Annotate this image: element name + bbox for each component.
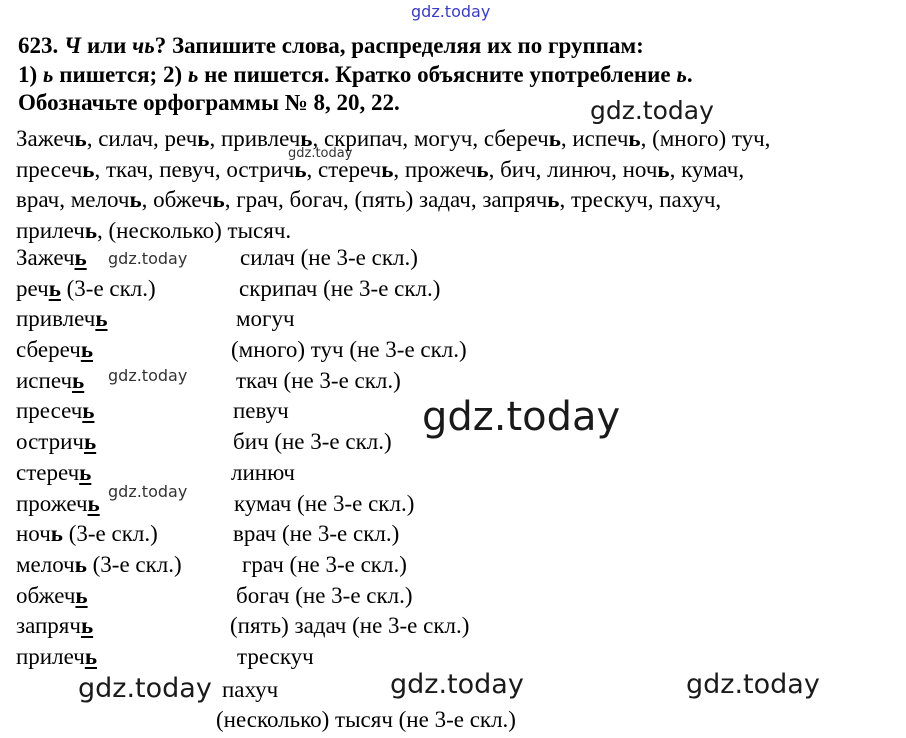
- no-soft-sign-word-row: кумач (не 3-е скл.): [234, 490, 415, 516]
- word-text: , прожеч: [393, 156, 477, 182]
- task-line-1: [18, 32, 898, 61]
- soft-sign: ь: [547, 187, 560, 212]
- task-group-1-text: пишется; 2): [59, 61, 183, 87]
- word-text: , испеч: [560, 126, 629, 151]
- task-soft-sign: ь: [676, 61, 687, 87]
- word-text: , скрипач, могуч, сбереч: [312, 126, 549, 151]
- no-soft-sign-word-row: грач (не 3-е скл.): [242, 551, 407, 577]
- no-soft-sign-word-row: (много) туч (не 3-е скл.): [231, 337, 467, 363]
- soft-sign: ь: [50, 521, 63, 547]
- soft-sign: ь: [79, 459, 92, 485]
- task-letter-ch: Ч: [64, 33, 82, 58]
- no-soft-sign-word-row: могуч: [236, 306, 295, 332]
- word-text: , ткач, певуч, острич: [94, 156, 295, 182]
- no-soft-sign-word-row: богач (не 3-е скл.): [236, 582, 413, 608]
- task-soft-sign: ь: [187, 61, 199, 87]
- group-without-soft-sign: [230, 243, 469, 673]
- soft-sign: ь: [84, 429, 97, 455]
- soft-sign: ь: [80, 337, 93, 363]
- word-text: пресеч: [16, 156, 83, 182]
- task-group-2-text: не пишется. Кратко объясните употребление: [204, 61, 671, 87]
- soft-sign: ь: [300, 126, 313, 151]
- soft-sign-word-row: [16, 581, 182, 612]
- watermark-bottom: gdz.today: [686, 669, 820, 700]
- word-stem: запряч: [16, 613, 81, 639]
- watermark-large: gdz.today: [422, 394, 621, 440]
- watermark-top: gdz.today: [411, 2, 491, 21]
- task-letter-chsoft: чь: [132, 33, 155, 58]
- soft-sign-word-row: [16, 519, 182, 550]
- soft-sign: ь: [82, 156, 95, 182]
- word-text: , грач, богач, (пять) задач, запряч: [224, 187, 548, 212]
- word-stem: реч: [16, 275, 49, 301]
- word-text: , бич, линюч, ноч: [488, 156, 658, 182]
- no-soft-sign-word-row: скрипач (не 3-е скл.): [239, 275, 441, 301]
- soft-sign: ь: [74, 245, 87, 270]
- no-soft-sign-word-row: трескуч: [237, 643, 314, 669]
- watermark-bottom: gdz.today: [78, 673, 212, 704]
- word-list-line: [16, 124, 896, 155]
- word-text: прилеч: [16, 217, 85, 243]
- soft-sign: ь: [548, 126, 561, 151]
- soft-sign: ь: [75, 582, 88, 608]
- word-stem: сбереч: [16, 337, 81, 363]
- watermark-small: gdz.today: [108, 249, 188, 268]
- soft-sign-word-row: [16, 550, 182, 581]
- soft-sign: ь: [294, 156, 307, 182]
- word-list-line: [16, 155, 896, 186]
- soft-sign: ь: [84, 217, 97, 243]
- word-stem: обжеч: [16, 582, 76, 608]
- soft-sign: ь: [476, 156, 489, 182]
- extra-word-pakhuch: пахуч: [222, 677, 279, 702]
- word-text: , (несколько) тысяч.: [96, 217, 292, 243]
- soft-sign: ь: [72, 367, 85, 393]
- group-with-soft-sign: [16, 243, 182, 673]
- no-soft-sign-word-row: певуч: [233, 398, 289, 424]
- declension-note: (3-е скл.): [86, 551, 182, 577]
- soft-sign: ь: [87, 490, 100, 516]
- soft-sign: ь: [80, 613, 94, 639]
- word-stem: стереч: [16, 459, 80, 485]
- word-list-line: [16, 185, 896, 216]
- word-list: [16, 124, 896, 246]
- soft-sign: ь: [48, 275, 61, 301]
- task-soft-sign: ь: [42, 61, 54, 87]
- task-or: или: [86, 33, 127, 58]
- word-text: , обжеч: [141, 187, 213, 212]
- watermark-bottom: gdz.today: [390, 669, 524, 700]
- soft-sign: ь: [82, 398, 95, 424]
- task-instruction: ? Запишите слова, распределяя их по группам:: [154, 33, 644, 58]
- word-stem: мелоч: [16, 551, 75, 577]
- soft-sign: ь: [381, 156, 394, 182]
- word-stem: привлеч: [16, 306, 96, 332]
- watermark-medium: gdz.today: [590, 96, 714, 125]
- word-text: , (много) туч,: [640, 126, 771, 151]
- soft-sign: ь: [95, 306, 108, 332]
- task-line-2: [18, 61, 898, 90]
- word-text: , привлеч: [209, 126, 301, 151]
- soft-sign: ь: [74, 551, 87, 577]
- word-stem: острич: [16, 429, 84, 455]
- word-text: врач, мелоч: [16, 187, 130, 212]
- word-stem: испеч: [16, 367, 73, 393]
- word-text: , кумач,: [669, 156, 745, 182]
- declension-note: (3-е скл.): [62, 521, 158, 547]
- word-text: , силач, реч: [86, 126, 198, 151]
- soft-sign: ь: [657, 156, 670, 182]
- soft-sign: ь: [84, 643, 97, 669]
- word-stem: Зажеч: [16, 245, 75, 270]
- soft-sign: ь: [628, 126, 641, 151]
- word-stem: прожеч: [16, 490, 88, 516]
- word-stem: прилеч: [16, 643, 85, 669]
- watermark-small: gdz.today: [108, 366, 188, 385]
- word-text: , стереч: [306, 156, 382, 182]
- task-period: .: [686, 61, 693, 87]
- task-header: [18, 32, 898, 118]
- no-soft-sign-word-row: врач (не 3-е скл.): [233, 521, 400, 547]
- task-group-1-number: 1): [18, 61, 38, 87]
- soft-sign-word-row: [16, 396, 182, 427]
- task-number: 623.: [18, 33, 59, 58]
- no-soft-sign-word-row: линюч: [231, 459, 295, 485]
- no-soft-sign-word-row: бич (не 3-е скл.): [233, 429, 392, 455]
- soft-sign: ь: [212, 187, 225, 212]
- word-stem: пресеч: [16, 398, 83, 424]
- soft-sign-word-row: [16, 611, 182, 642]
- no-soft-sign-word-row: ткач (не 3-е скл.): [236, 367, 401, 393]
- soft-sign-word-row: [16, 274, 182, 305]
- soft-sign: ь: [129, 187, 142, 212]
- extra-word-tysyach: (несколько) тысяч (не 3-е скл.): [216, 707, 516, 732]
- no-soft-sign-word-row: (пять) задач (не 3-е скл.): [230, 613, 470, 639]
- soft-sign-word-row: [16, 335, 182, 366]
- declension-note: (3-е скл.): [60, 275, 156, 301]
- word-list-line: [16, 216, 896, 247]
- soft-sign-word-row: [16, 642, 182, 673]
- word-text: , трескуч, пахуч,: [559, 187, 722, 212]
- word-stem: ноч: [16, 521, 51, 547]
- word-text: Зажеч: [16, 126, 75, 151]
- watermark-small: gdz.today: [108, 482, 188, 501]
- no-soft-sign-word-row: силач (не 3-е скл.): [240, 245, 418, 270]
- watermark-small: gdz.today: [288, 146, 353, 161]
- task-line-3: Обозначьте орфограммы № 8, 20, 22.: [18, 90, 400, 115]
- soft-sign-word-row: [16, 427, 182, 458]
- soft-sign: ь: [197, 126, 210, 151]
- soft-sign-word-row: [16, 304, 182, 335]
- soft-sign: ь: [74, 126, 87, 151]
